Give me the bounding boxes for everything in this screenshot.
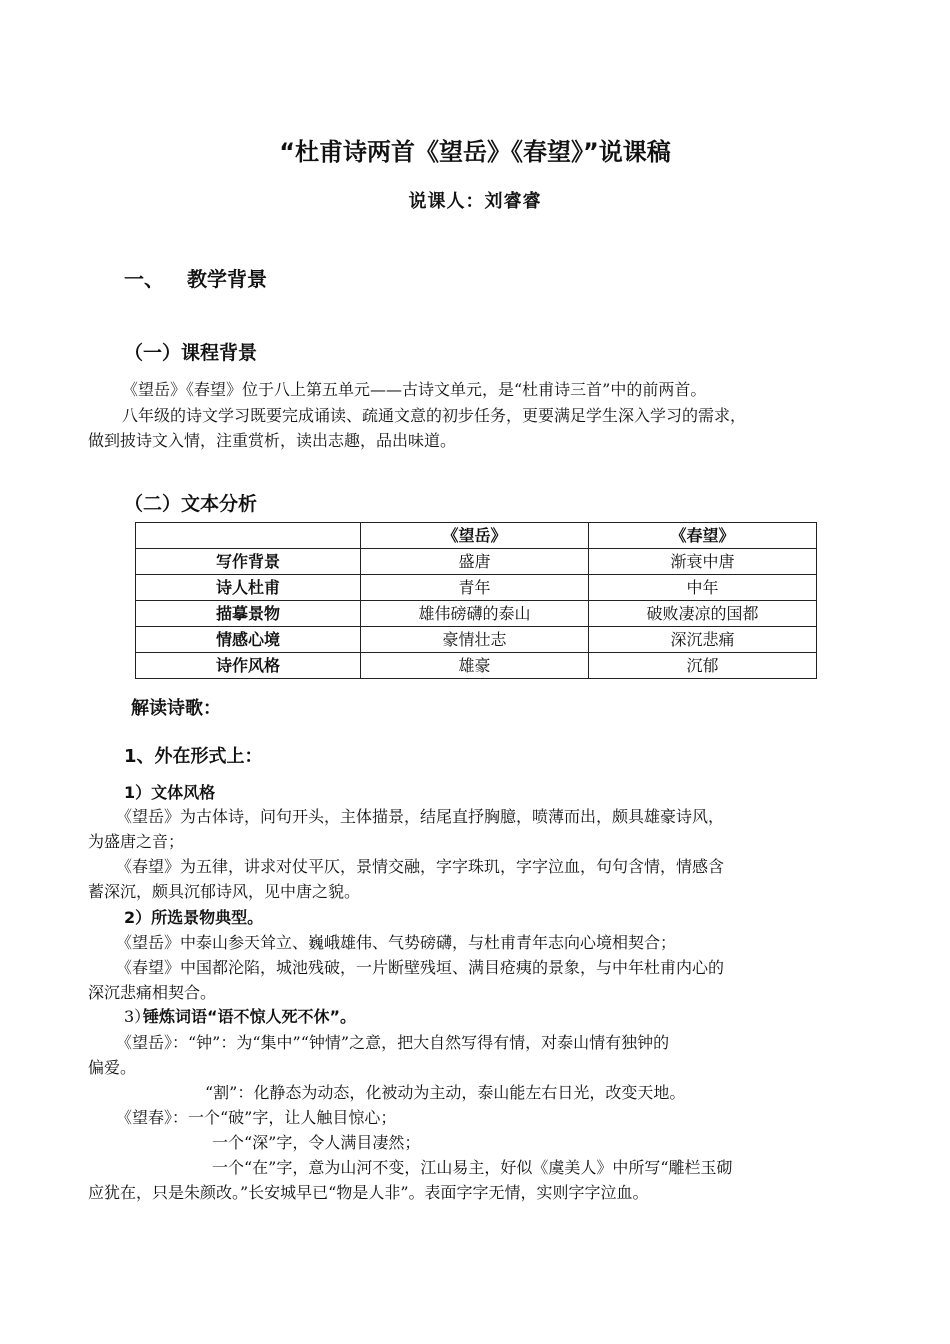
table-row xyxy=(136,549,817,575)
paragraph-line: 《春望》为五律，讲求对仗平仄，景情交融，字字珠玑，字字泣血，句句含情，情感含 xyxy=(116,857,725,876)
interpretation-heading: 解读诗歌： xyxy=(131,698,221,719)
style-heading: 1）文体风格 xyxy=(124,783,216,802)
table-cell: 渐衰中唐 xyxy=(589,549,817,575)
words-heading: 锤炼词语“语不惊人死不休”。 xyxy=(143,1007,357,1026)
section-number: 一、 xyxy=(124,267,164,291)
table-cell: 豪情壮志 xyxy=(361,627,589,653)
table-row-label: 写作背景 xyxy=(136,549,361,575)
paragraph-line: “割”：化静态为动态，化被动为主动，泰山能左右日光，改变天地。 xyxy=(205,1083,686,1102)
paragraph-line: 为盛唐之音； xyxy=(88,832,185,851)
form-heading: 1、外在形式上： xyxy=(124,746,263,767)
paragraph-line: 深沉悲痛相契合。 xyxy=(88,983,217,1002)
text-analysis-heading: （二）文本分析 xyxy=(124,493,258,515)
table-row xyxy=(136,601,817,627)
paragraph-line: 《望岳》为古体诗，问句开头，主体描景，结尾直抒胸臆，喷薄而出，颇具雄豪诗风， xyxy=(116,807,725,826)
paragraph-line: 《望岳》中泰山参天耸立、巍峨雄伟、气势磅礴，与杜甫青年志向心境相契合； xyxy=(116,933,677,952)
table-cell: 中年 xyxy=(589,575,817,601)
table-row-label: 情感心境 xyxy=(136,627,361,653)
paragraph-line: 应犹在，只是朱颜改。”长安城早已“物是人非”。表面字字无情，实则字字泣血。 xyxy=(88,1183,649,1202)
page-title: “杜甫诗两首《望岳》《春望》”说课稿 xyxy=(279,138,671,166)
table-cell: 破败凄凉的国都 xyxy=(589,601,817,627)
paragraph-line: 《望春》：一个“破”字，让人触目惊心； xyxy=(116,1108,397,1127)
table-row xyxy=(136,575,817,601)
table-row-label: 诗作风格 xyxy=(136,653,361,679)
paragraph-line: 做到披诗文入情，注重赏析，读出志趣，品出味道。 xyxy=(88,431,457,450)
table-row xyxy=(136,653,817,679)
table-header-cell: 《望岳》 xyxy=(361,523,589,549)
table-row-label: 描摹景物 xyxy=(136,601,361,627)
speaker-line: 说课人：刘睿睿 xyxy=(408,191,542,212)
analysis-table xyxy=(135,522,817,679)
paragraph-line: 《春望》中国都沦陷，城池残破，一片断壁残垣、满目疮痍的景象，与中年杜甫内心的 xyxy=(116,958,725,977)
paragraph-line: 《望岳》《春望》位于八上第五单元——古诗文单元，是“杜甫诗三首”中的前两首。 xyxy=(122,380,707,399)
paragraph-line: 《望岳》：“钟”：为“集中”“钟情”之意，把大自然写得有情，对泰山情有独钟的 xyxy=(116,1033,670,1052)
table-cell: 青年 xyxy=(361,575,589,601)
paragraph-line: 八年级的诗文学习既要完成诵读、疏通文意的初步任务，更要满足学生深入学习的需求， xyxy=(122,406,747,425)
table-cell: 深沉悲痛 xyxy=(589,627,817,653)
table-cell: 雄豪 xyxy=(361,653,589,679)
table-cell: 盛唐 xyxy=(361,549,589,575)
course-background-heading: （一）课程背景 xyxy=(124,342,258,364)
table-row-label: 诗人杜甫 xyxy=(136,575,361,601)
scenery-heading: 2）所选景物典型。 xyxy=(124,908,264,927)
table-row xyxy=(136,627,817,653)
table-header-cell xyxy=(136,523,361,549)
paragraph-line: 蓄深沉，颇具沉郁诗风，见中唐之貌。 xyxy=(88,882,361,901)
table-cell: 雄伟磅礴的泰山 xyxy=(361,601,589,627)
paragraph-line: 一个“深”字，令人满目凄然； xyxy=(212,1133,421,1152)
section-heading: 教学背景 xyxy=(187,267,267,291)
table-header-cell: 《春望》 xyxy=(589,523,817,549)
words-heading-prefix: 3） xyxy=(124,1007,151,1026)
table-header-row xyxy=(136,523,817,549)
paragraph-line: 偏爱。 xyxy=(88,1058,137,1077)
paragraph-line: 一个“在”字，意为山河不变，江山易主，好似《虞美人》中所写“雕栏玉砌 xyxy=(212,1158,733,1177)
table-cell: 沉郁 xyxy=(589,653,817,679)
